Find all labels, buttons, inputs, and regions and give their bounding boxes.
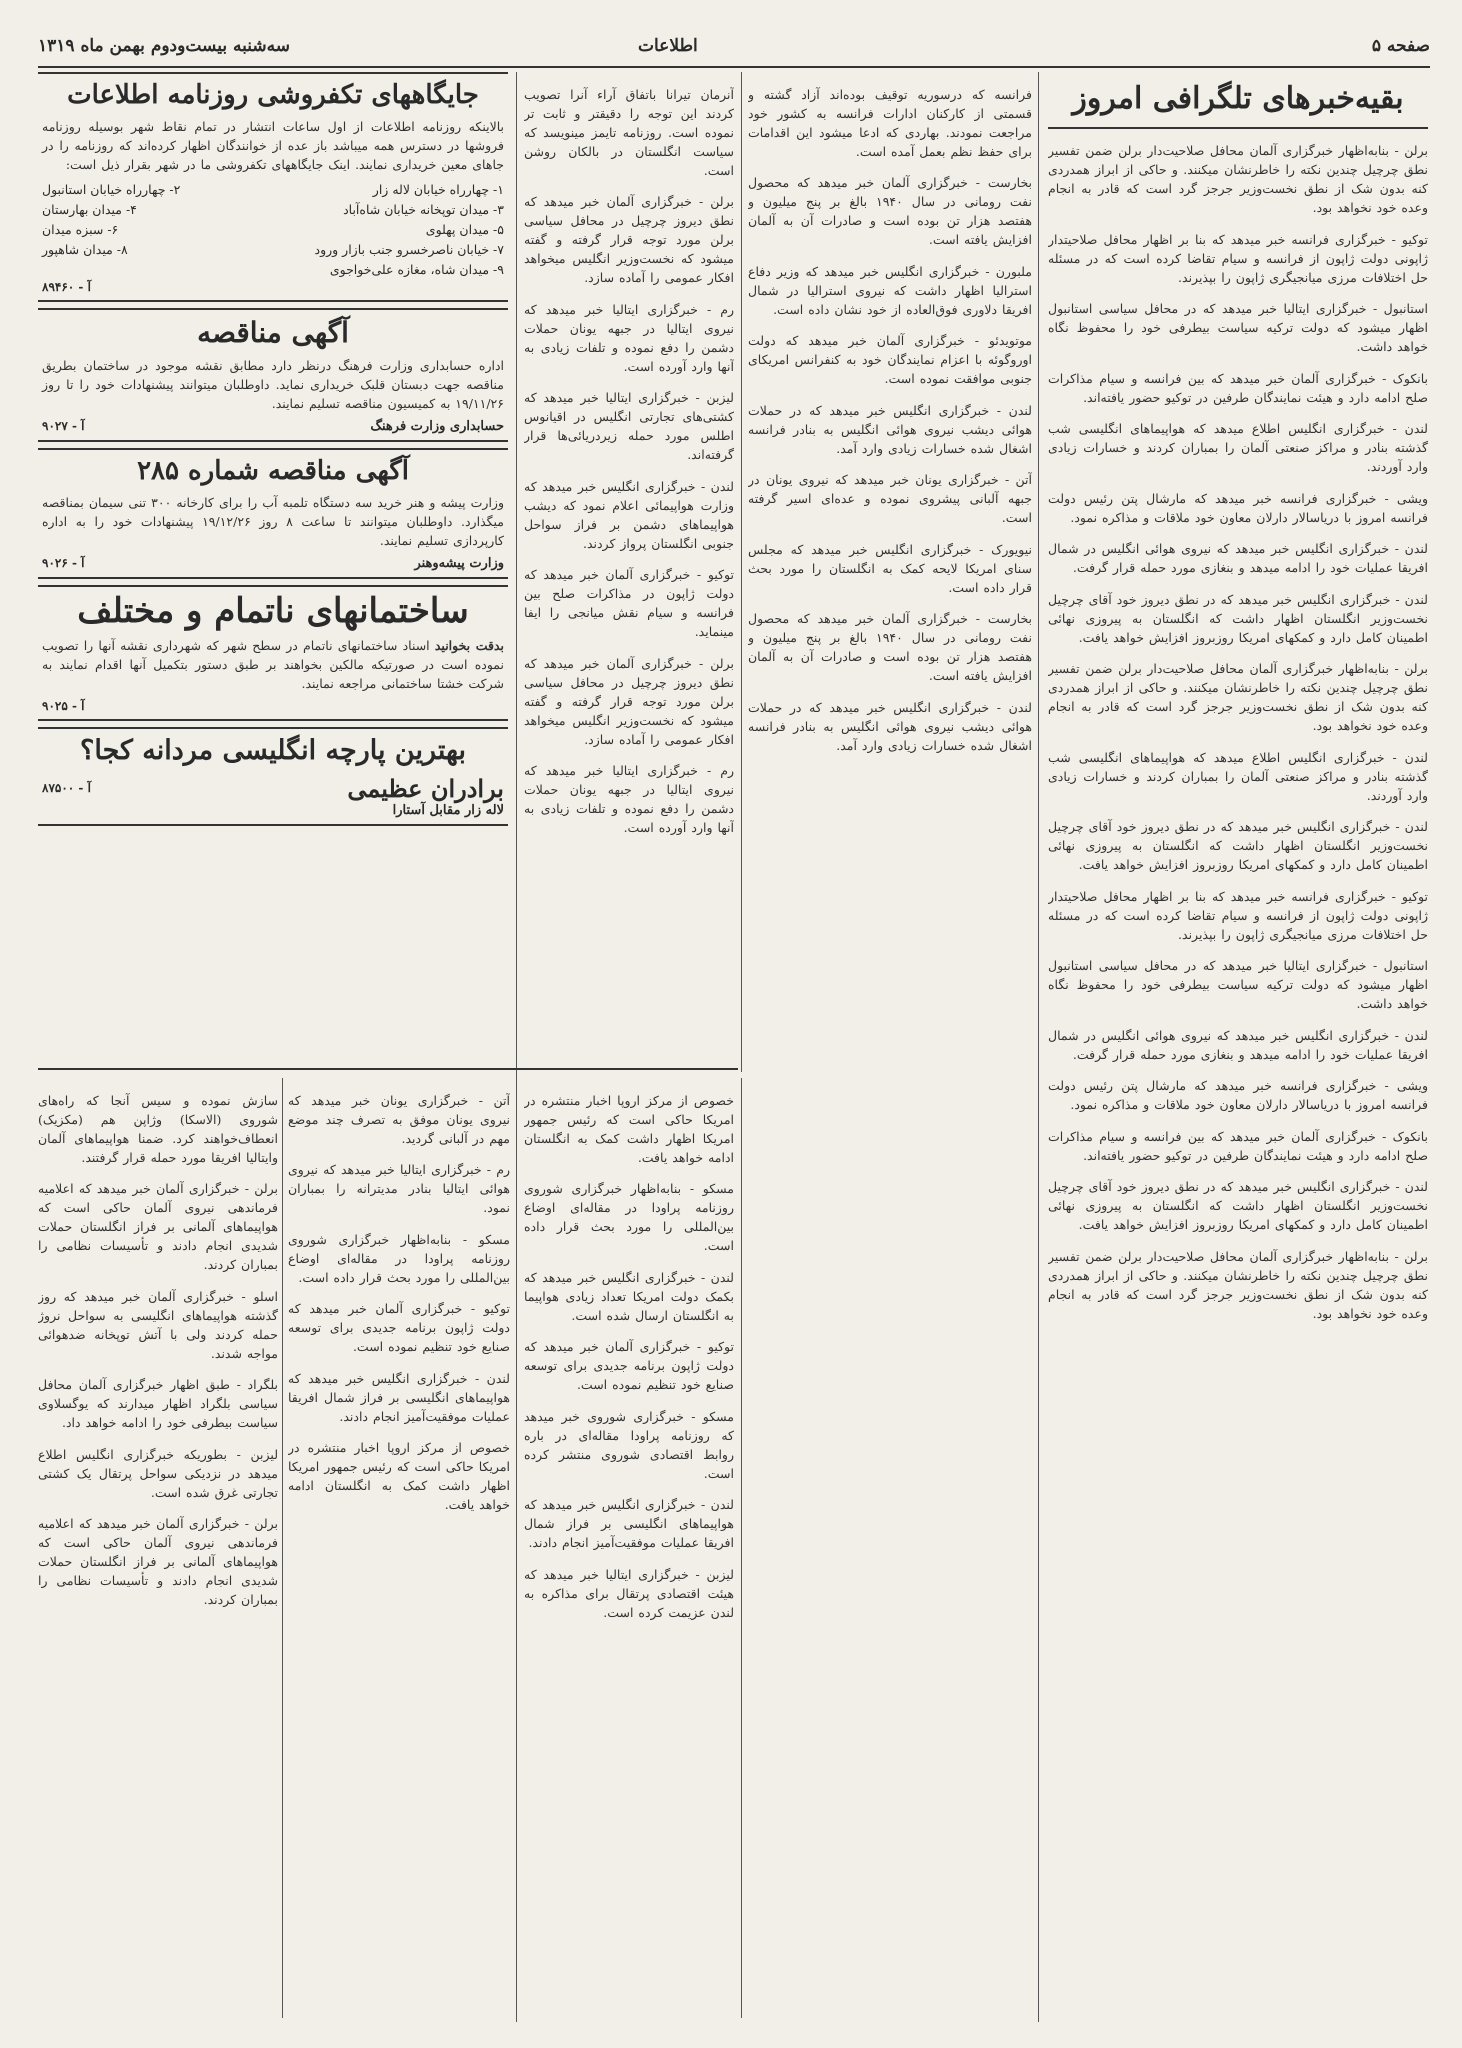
kiosk-row xyxy=(42,260,504,280)
news-item: لندن - خبرگزاری انگلیس خبر میدهد که در نطق دیروز خود آقای چرچیل نخست‌وزیر انگلستان اظهار داشت که انگلستان به پیروزی نهائی اطمینان کامل دارد و کمکهای امریکا روزبروز افزایش خواهد یافت. xyxy=(1048,1179,1428,1232)
ad-buildings-title: ساختمانهای ناتمام و مختلف xyxy=(77,590,469,631)
kiosk-row xyxy=(42,220,504,240)
news-column-3 xyxy=(524,72,734,1072)
news-item: لندن - خبرگزاری انگلیس خبر میدهد که نیروی هوائی انگلیس در شمال افریقا عملیات خود را ادامه میدهد و بنغازی مورد حمله قرار گرفت. xyxy=(1048,1027,1428,1062)
news-item: برلن - خبرگزاری آلمان خبر میدهد که اعلامیه فرماندهی نیروی آلمان حاکی است که هواپیماهای آلمانی بر فراز انگلستان حملات شدیدی انجام دادند و تأسیسات نظامی را بمباران کردند. xyxy=(38,1516,278,1607)
ad-tender-2-text: وزارت پیشه و هنر خرید سه دستگاه تلمبه آب را برای کارخانه ۳۰۰ تنی سیمان بمناقصه میگذارد. داوطلبان میتوانند تا ساعت ۸ روز ۱۹/۱۲/۲۶ پیشنهادات خود را به اداره کارپردازی تسلیم نمایند. xyxy=(42,494,504,548)
news-item: لندن - خبرگزاری انگلیس خبر میدهد که هواپیماهای انگلیسی بر فراز شمال افریقا عملیات موفقیت‌آمیز انجام دادند. xyxy=(288,1370,510,1424)
news-item: لندن - خبرگزاری انگلیس خبر میدهد که در نطق دیروز خود آقای چرچیل نخست‌وزیر انگلستان اظهار داشت که انگلستان به پیروزی نهائی اطمینان کامل دارد و کمکهای امریکا روزبروز افزایش خواهد یافت. xyxy=(1048,591,1428,645)
kiosk-place: ۸- میدان شاهپور xyxy=(42,242,128,258)
ad-tender-2-sign: وزارت پیشه‌وهنر xyxy=(414,555,504,571)
news-item: رم - خبرگزاری ایتالیا خبر میدهد که نیروی هوائی ایتالیا بنادر مدیترانه را بمباران نمود. xyxy=(288,1162,510,1215)
kiosk-place: ۳- میدان توپخانه خیابان شاه‌آباد xyxy=(343,202,504,218)
telegraph-headline: بقیه‌خبرهای تلگرافی امروز xyxy=(1072,81,1404,116)
news-item: بخارست - خبرگزاری آلمان خبر میدهد که محصول نفت رومانی در سال ۱۹۴۰ بالغ بر پنج میلیون و هفتصد هزار تن بوده است و صادرات آن به آلمان افزایش یافته است. xyxy=(748,175,1032,247)
ad-tender-1-text: اداره حسابداری وزارت فرهنگ درنظر دارد مطابق نقشه موجود در ساختمان بطریق مناقصه جهت دبستان قلبک خریداری نماید. داوطلبان میتوانند پیشنهادات خود را تا روز ۱۹/۱۱/۲۶ به کمیسیون مناقصه تسلیم نمایند. xyxy=(42,357,504,411)
news-item: بلگراد - طبق اظهار خبرگزاری آلمان محافل سیاسی بلگراد اظهار میدارند که یوگسلاوی سیاست بیطرفی خود را ادامه خواهد داد. xyxy=(38,1377,278,1430)
news-item: لندن - خبرگزاری انگلیس خبر میدهد که در حملات هوائی دیشب نیروی هوائی انگلیس به بنادر فرانسه اشغال شده خسارات زیادی وارد آمد. xyxy=(748,402,1032,456)
ad-tender-1-sign: حسابداری وزارت فرهنگ xyxy=(370,418,504,434)
news-item: آتن - خبرگزاری یونان خبر میدهد که نیروی یونان در جبهه آلبانی پیشروی نموده و عده‌ای اسیر گرفته است. xyxy=(748,472,1032,525)
kiosk-row xyxy=(42,200,504,220)
ad-tender-2-title: آگهی مناقصه شماره ۲۸۵ xyxy=(137,455,409,486)
ads-column xyxy=(38,72,508,1072)
news-item: برلن - خبرگزاری آلمان خبر میدهد که اعلامیه فرماندهی نیروی آلمان حاکی است که هواپیماهای آلمانی بر فراز انگلستان حملات شدیدی انجام دادند و تأسیسات نظامی را بمباران کردند. xyxy=(38,1181,278,1272)
ad-fabric xyxy=(38,727,508,825)
news-item: لندن - خبرگزاری انگلیس خبر میدهد که وزارت هواپیمائی اعلام نمود که دیشب هواپیماهای دشمن بر فراز سواحل جنوبی انگلستان پرواز کردند. xyxy=(524,478,734,551)
ad-buildings xyxy=(38,585,508,721)
paper-name: اطلاعات xyxy=(638,36,698,56)
kiosk-place: ۹- میدان شاه، مغازه علی‌خواجوی xyxy=(329,262,504,278)
ad-code: ۸۹۴۶۰ - آ xyxy=(42,280,91,295)
news-item: لندن - خبرگزاری انگلیس اطلاع میدهد که هواپیماهای انگلیسی شب گذشته بنادر و مراکز صنعتی آلمان را بمباران کردند و خسارات زیادی وارد آوردند. xyxy=(1048,749,1428,803)
ad-buildings-text: اسناد ساختمانهای ناتمام در سطح شهر که شهرداری نقشه آنها را تصویب نموده است در صورتیکه مالکین بخواهند بر طبق دستور بتکمیل آنها اقدام نمایند به شرکت خشتا ساختمانی مراجعه نمایند. xyxy=(42,638,504,692)
news-item: توکیو - خبرگزاری فرانسه خبر میدهد که بنا بر اظهار محافل صلاحیتدار ژاپونی دولت ژاپون از فرانسه و سیام تقاضا کرده است که در مسئله حل اختلافات مرزی میانجیگری ژاپون را بپذیرند. xyxy=(1048,888,1428,942)
news-item: لندن - خبرگزاری انگلیس خبر میدهد که بکمک دولت امریکا تعداد زیادی هواپیما به انگلستان ارسال شده است. xyxy=(524,1269,734,1323)
news-item: برلن - بنابه‌اظهار خبرگزاری آلمان محافل صلاحیت‌دار برلن ضمن تفسیر نطق چرچیل چندین نکته را خاطرنشان میکنند. و حاکی از ابراز همدردی کنه بدون شک از نطق نخست‌وزیر جرجز گرد است که قادر به انجام وعده خود نخواهد بود. xyxy=(1048,661,1428,733)
news-item: ملبورن - خبرگزاری انگلیس خبر میدهد که وزیر دفاع استرالیا اظهار داشت که نیروی استرالیا در شمال افریقا دلاوری فوق‌العاده از خود نشان داده است. xyxy=(748,263,1032,317)
news-item: بانکوک - خبرگزاری آلمان خبر میدهد که بین فرانسه و سیام مذاکرات صلح ادامه دارد و هیئت نمایندگان طرفین در توکیو حضور یافته‌اند. xyxy=(1048,1128,1428,1163)
news-item: لندن - خبرگزاری انگلیس خبر میدهد که در حملات هوائی دیشب نیروی هوائی انگلیس به بنادر فرانسه اشغال شده خسارات زیادی وارد آمد. xyxy=(748,699,1032,753)
divider xyxy=(1048,127,1428,129)
news-item: ویشی - خبرگزاری فرانسه خبر میدهد که مارشال پتن رئیس دولت فرانسه امروز با دریاسالار دارلان معاون خود ملاقات و مذاکره نمود. xyxy=(1048,1078,1428,1112)
page-header xyxy=(38,28,1430,68)
kiosk-place: ۲- چهارراه خیابان استانبول xyxy=(42,182,181,198)
news-item: استانبول - خبرگزاری ایتالیا خبر میدهد که در محافل سیاسی استانبول اظهار میشود که دولت ترکیه سیاست بیطرفی خود را محفوظ نگاه خواهد داشت. xyxy=(1048,958,1428,1011)
ad-code: ۹۰۲۶ - آ xyxy=(42,555,85,570)
ad-fabric-sign: برادران عظیمی xyxy=(347,773,504,803)
news-item: اسلو - خبرگزاری آلمان خبر میدهد که روز گذشته هواپیماهای انگلیسی به سواحل نروژ حمله کردند ولی با آتش توپخانه ضدهوائی مواجه شدند. xyxy=(38,1288,278,1361)
ad-fabric-title: بهترین پارچه انگلیسی مردانه کجا؟ xyxy=(80,735,466,767)
news-item: ویشی - خبرگزاری فرانسه خبر میدهد که مارشال پتن رئیس دولت فرانسه امروز با دریاسالار دارلان معاون خود ملاقات و مذاکره نمود. xyxy=(1048,490,1428,525)
news-item: آنرمان تیرانا باتفاق آراء آنرا تصویب کردند این توجه را دقیقتر و ثابت تر نموده است. روزنامه تایمز مینویسد که سیاست انگلستان در بالکان روشن است. xyxy=(524,86,734,178)
news-column-2 xyxy=(748,72,1032,1072)
section-divider xyxy=(38,1068,738,1070)
news-column-bottom-b xyxy=(288,1078,510,2018)
news-item: نیویورک - خبرگزاری انگلیس خبر میدهد که مجلس سنای امریکا لایحه کمک به انگلستان را مورد بحث قرار داده است. xyxy=(748,541,1032,595)
ad-code: ۹۰۲۷ - آ xyxy=(42,418,85,433)
column-rule xyxy=(282,1078,283,2018)
news-item: مسکو - بنابه‌اظهار خبرگزاری شوروی روزنامه پراودا در مقاله‌ای اوضاع بین‌المللی را مورد بحث قرار داده است. xyxy=(524,1181,734,1253)
issue-date: سه‌شنبه بیست‌ودوم بهمن ماه ۱۳۱۹ xyxy=(38,36,290,56)
news-item: مسکو - خبرگزاری شوروی خبر میدهد که روزنامه پراودا مقاله‌ای در باره روابط اقتصادی شوروی منتشر کرده است. xyxy=(524,1408,734,1481)
news-item: توکیو - خبرگزاری آلمان خبر میدهد که دولت ژاپون در مذاکرات صلح بین فرانسه و سیام نقش میانجی را ایفا مینماید. xyxy=(524,567,734,639)
news-item: فرانسه که درسوریه توقیف بوده‌اند آزاد گشته و قسمتی از کارکنان ادارات فرانسه به کشور خود مراجعت نمودند. بهاردی که ادعا میشود این اقدامات برای حفظ نظم بعمل آمده است. xyxy=(748,86,1032,159)
news-item: بخارست - خبرگزاری آلمان خبر میدهد که محصول نفت رومانی در سال ۱۹۴۰ بالغ بر پنج میلیون و هفتصد هزار تن بوده است و صادرات آن به آلمان افزایش یافته است. xyxy=(748,611,1032,683)
news-item: سازش نموده و سیس آنجا که راه‌های شوروی (الاسکا) وژاپن هم (مکزیک) انعطاف‌خواهند کرد. ضمنا هواپیماهای آلمان وایتالیا افریقا مورد حمله قرار گرفتند. xyxy=(38,1092,278,1165)
ad-kiosks-text: بالاینکه روزنامه اطلاعات از اول ساعات انتشار در تمام نقاط شهر بوسیله روزنامه فروشها در دسترس همه میباشد باز عده از خوانندگان اظهار کرده‌اند که روزنامه را در جاهای معین خریداری نمایند. اینک جایگاههای تکفروشی ما در شهر بقرار ذیل است: xyxy=(42,119,504,173)
ad-buildings-sub: بدقت بخوانید xyxy=(434,638,504,654)
news-item: برلن - بنابه‌اظهار خبرگزاری آلمان محافل صلاحیت‌دار برلن ضمن تفسیر نطق چرچیل چندین نکته را خاطرنشان میکنند. و حاکی از ابراز همدردی کنه بدون شک از نطق نخست‌وزیر جرجز گرد است که قادر به انجام وعده خود نخواهد بود. xyxy=(1048,1248,1428,1321)
column-rule xyxy=(741,72,742,1072)
news-item: لندن - خبرگزاری انگلیس اطلاع میدهد که هواپیماهای انگلیسی شب گذشته بنادر و مراکز صنعتی آلمان را بمباران کردند و خسارات زیادی وارد آوردند. xyxy=(1048,421,1428,474)
ad-kiosks xyxy=(38,72,508,302)
news-item: لندن - خبرگزاری انگلیس خبر میدهد که در نطق دیروز خود آقای چرچیل نخست‌وزیر انگلستان اظهار داشت که انگلستان به پیروزی نهائی اطمینان کامل دارد و کمکهای امریکا روزبروز افزایش خواهد یافت. xyxy=(1048,819,1428,872)
ad-tender-1-title: آگهی مناقصه xyxy=(197,316,349,350)
news-item: استانبول - خبرگزاری ایتالیا خبر میدهد که در محافل سیاسی استانبول اظهار میشود که دولت ترکیه سیاست بیطرفی خود را محفوظ نگاه خواهد داشت. xyxy=(1048,301,1428,354)
column-rule xyxy=(1038,72,1039,2022)
ad-code: ۸۷۵۰۰ - آ xyxy=(42,781,91,796)
news-column-bottom-mid xyxy=(524,1078,734,2018)
ad-fabric-address: لاله زار مقابل آستارا xyxy=(392,802,504,818)
news-column-bottom-a xyxy=(38,1078,278,2018)
newspaper-page xyxy=(38,28,1430,2028)
kiosk-row xyxy=(42,240,504,260)
news-item: برلن - بنابه‌اظهار خبرگزاری آلمان محافل صلاحیت‌دار برلن ضمن تفسیر نطق چرچیل چندین نکته را خاطرنشان میکنند. و حاکی از ابراز همدردی کنه بدون شک از نطق نخست‌وزیر جرجز گرد است که قادر به انجام وعده خود نخواهد بود. xyxy=(1048,143,1428,215)
news-item: خصوص از مرکز اروپا اخبار منتشره در امریکا حاکی است که رئیس جمهور امریکا اظهار داشت کمک به انگلستان ادامه خواهد یافت. xyxy=(524,1092,734,1165)
news-item: رم - خبرگزاری ایتالیا خبر میدهد که نیروی ایتالیا در جبهه یونان حملات دشمن را دفع نموده و تلفات زیادی به آنها وارد آورده است. xyxy=(524,763,734,835)
news-item: مسکو - بنابه‌اظهار خبرگزاری شوروی روزنامه پراودا در مقاله‌ای اوضاع بین‌المللی را مورد بحث قرار داده است. xyxy=(288,1231,510,1285)
news-item: لندن - خبرگزاری انگلیس خبر میدهد که هواپیماهای انگلیسی بر فراز شمال افریقا عملیات موفقیت‌آمیز انجام دادند. xyxy=(524,1497,734,1550)
column-rule xyxy=(741,1078,742,2018)
kiosk-place: ۴- میدان بهارستان xyxy=(42,202,137,218)
news-item: موتویدئو - خبرگزاری آلمان خبر میدهد که دولت اوروگوئه با اعزام نمایندگان خود به کنفرانس امریکای جنوبی موافقت نموده است. xyxy=(748,333,1032,386)
news-item: لندن - خبرگزاری انگلیس خبر میدهد که نیروی هوائی انگلیس در شمال افریقا عملیات خود را ادامه میدهد و بنغازی مورد حمله قرار گرفت. xyxy=(1048,541,1428,575)
ad-kiosks-title: جایگاههای تکفروشی روزنامه اطلاعات xyxy=(67,80,479,110)
news-item: لیزبن - بطوریکه خبرگزاری انگلیس اطلاع میدهد در نزدیکی سواحل پرتقال یک کشتی تجارتی غرق شده است. xyxy=(38,1446,278,1500)
news-item: لیزبن - خبرگزاری ایتالیا خبر میدهد که هیئت اقتصادی پرتقال برای مذاکره به لندن عزیمت کرده است. xyxy=(524,1566,734,1620)
news-item: برلن - خبرگزاری آلمان خبر میدهد که نطق دیروز چرچیل در محافل سیاسی برلن مورد توجه قرار گرفته و گفته میشود که نخست‌وزیر انگلیس میخواهد افکار عمومی را آماده سازد. xyxy=(524,655,734,747)
news-item: رم - خبرگزاری ایتالیا خبر میدهد که نیروی ایتالیا در جبهه یونان حملات دشمن را دفع نموده و تلفات زیادی به آنها وارد آورده است. xyxy=(524,301,734,374)
kiosk-place: ۱- چهارراه خیابان لاله زار xyxy=(372,182,504,198)
ad-tender-1 xyxy=(38,308,508,442)
news-item: برلن - خبرگزاری آلمان خبر میدهد که نطق دیروز چرچیل در محافل سیاسی برلن مورد توجه قرار گرفته و گفته میشود که نخست‌وزیر انگلیس میخواهد افکار عمومی را آماده سازد. xyxy=(524,194,734,285)
telegraph-column xyxy=(1048,72,1428,2022)
page-number: صفحه ۵ xyxy=(1371,36,1430,56)
ad-code: ۹۰۲۵ - آ xyxy=(42,699,85,714)
news-item: توکیو - خبرگزاری آلمان خبر میدهد که دولت ژاپون برنامه جدیدی برای توسعه صنایع خود تنظیم نموده است. xyxy=(288,1301,510,1354)
kiosk-row xyxy=(42,180,504,200)
news-item: توکیو - خبرگزاری آلمان خبر میدهد که دولت ژاپون برنامه جدیدی برای توسعه صنایع خود تنظیم نموده است. xyxy=(524,1339,734,1392)
news-item: خصوص از مرکز اروپا اخبار منتشره در امریکا حاکی است که رئیس جمهور امریکا اظهار داشت کمک به انگلستان ادامه خواهد یافت. xyxy=(288,1440,510,1512)
news-item: آتن - خبرگزاری یونان خبر میدهد که نیروی یونان موفق به تصرف چند موضع مهم در آلبانی گردید. xyxy=(288,1092,510,1146)
kiosk-place: ۵- میدان پهلوی xyxy=(425,222,504,238)
column-rule xyxy=(516,72,517,2022)
news-item: لیزبن - خبرگزاری ایتالیا خبر میدهد که کشتی‌های تجارتی انگلیس در اقیانوس اطلس مورد حمله زیردریائی‌ها قرار گرفته‌اند. xyxy=(524,390,734,462)
kiosk-place: ۶- سبزه میدان xyxy=(42,222,119,238)
kiosk-place: ۷- خیابان ناصرخسرو جنب بازار ورود xyxy=(314,242,504,258)
ad-tender-2 xyxy=(38,448,508,579)
kiosk-list xyxy=(42,180,504,280)
news-item: بانکوک - خبرگزاری آلمان خبر میدهد که بین فرانسه و سیام مذاکرات صلح ادامه دارد و هیئت نمایندگان طرفین در توکیو حضور یافته‌اند. xyxy=(1048,370,1428,405)
news-item: توکیو - خبرگزاری فرانسه خبر میدهد که بنا بر اظهار محافل صلاحیتدار ژاپونی دولت ژاپون از فرانسه و سیام تقاضا کرده است که در مسئله حل اختلافات مرزی میانجیگری ژاپون را بپذیرند. xyxy=(1048,231,1428,285)
